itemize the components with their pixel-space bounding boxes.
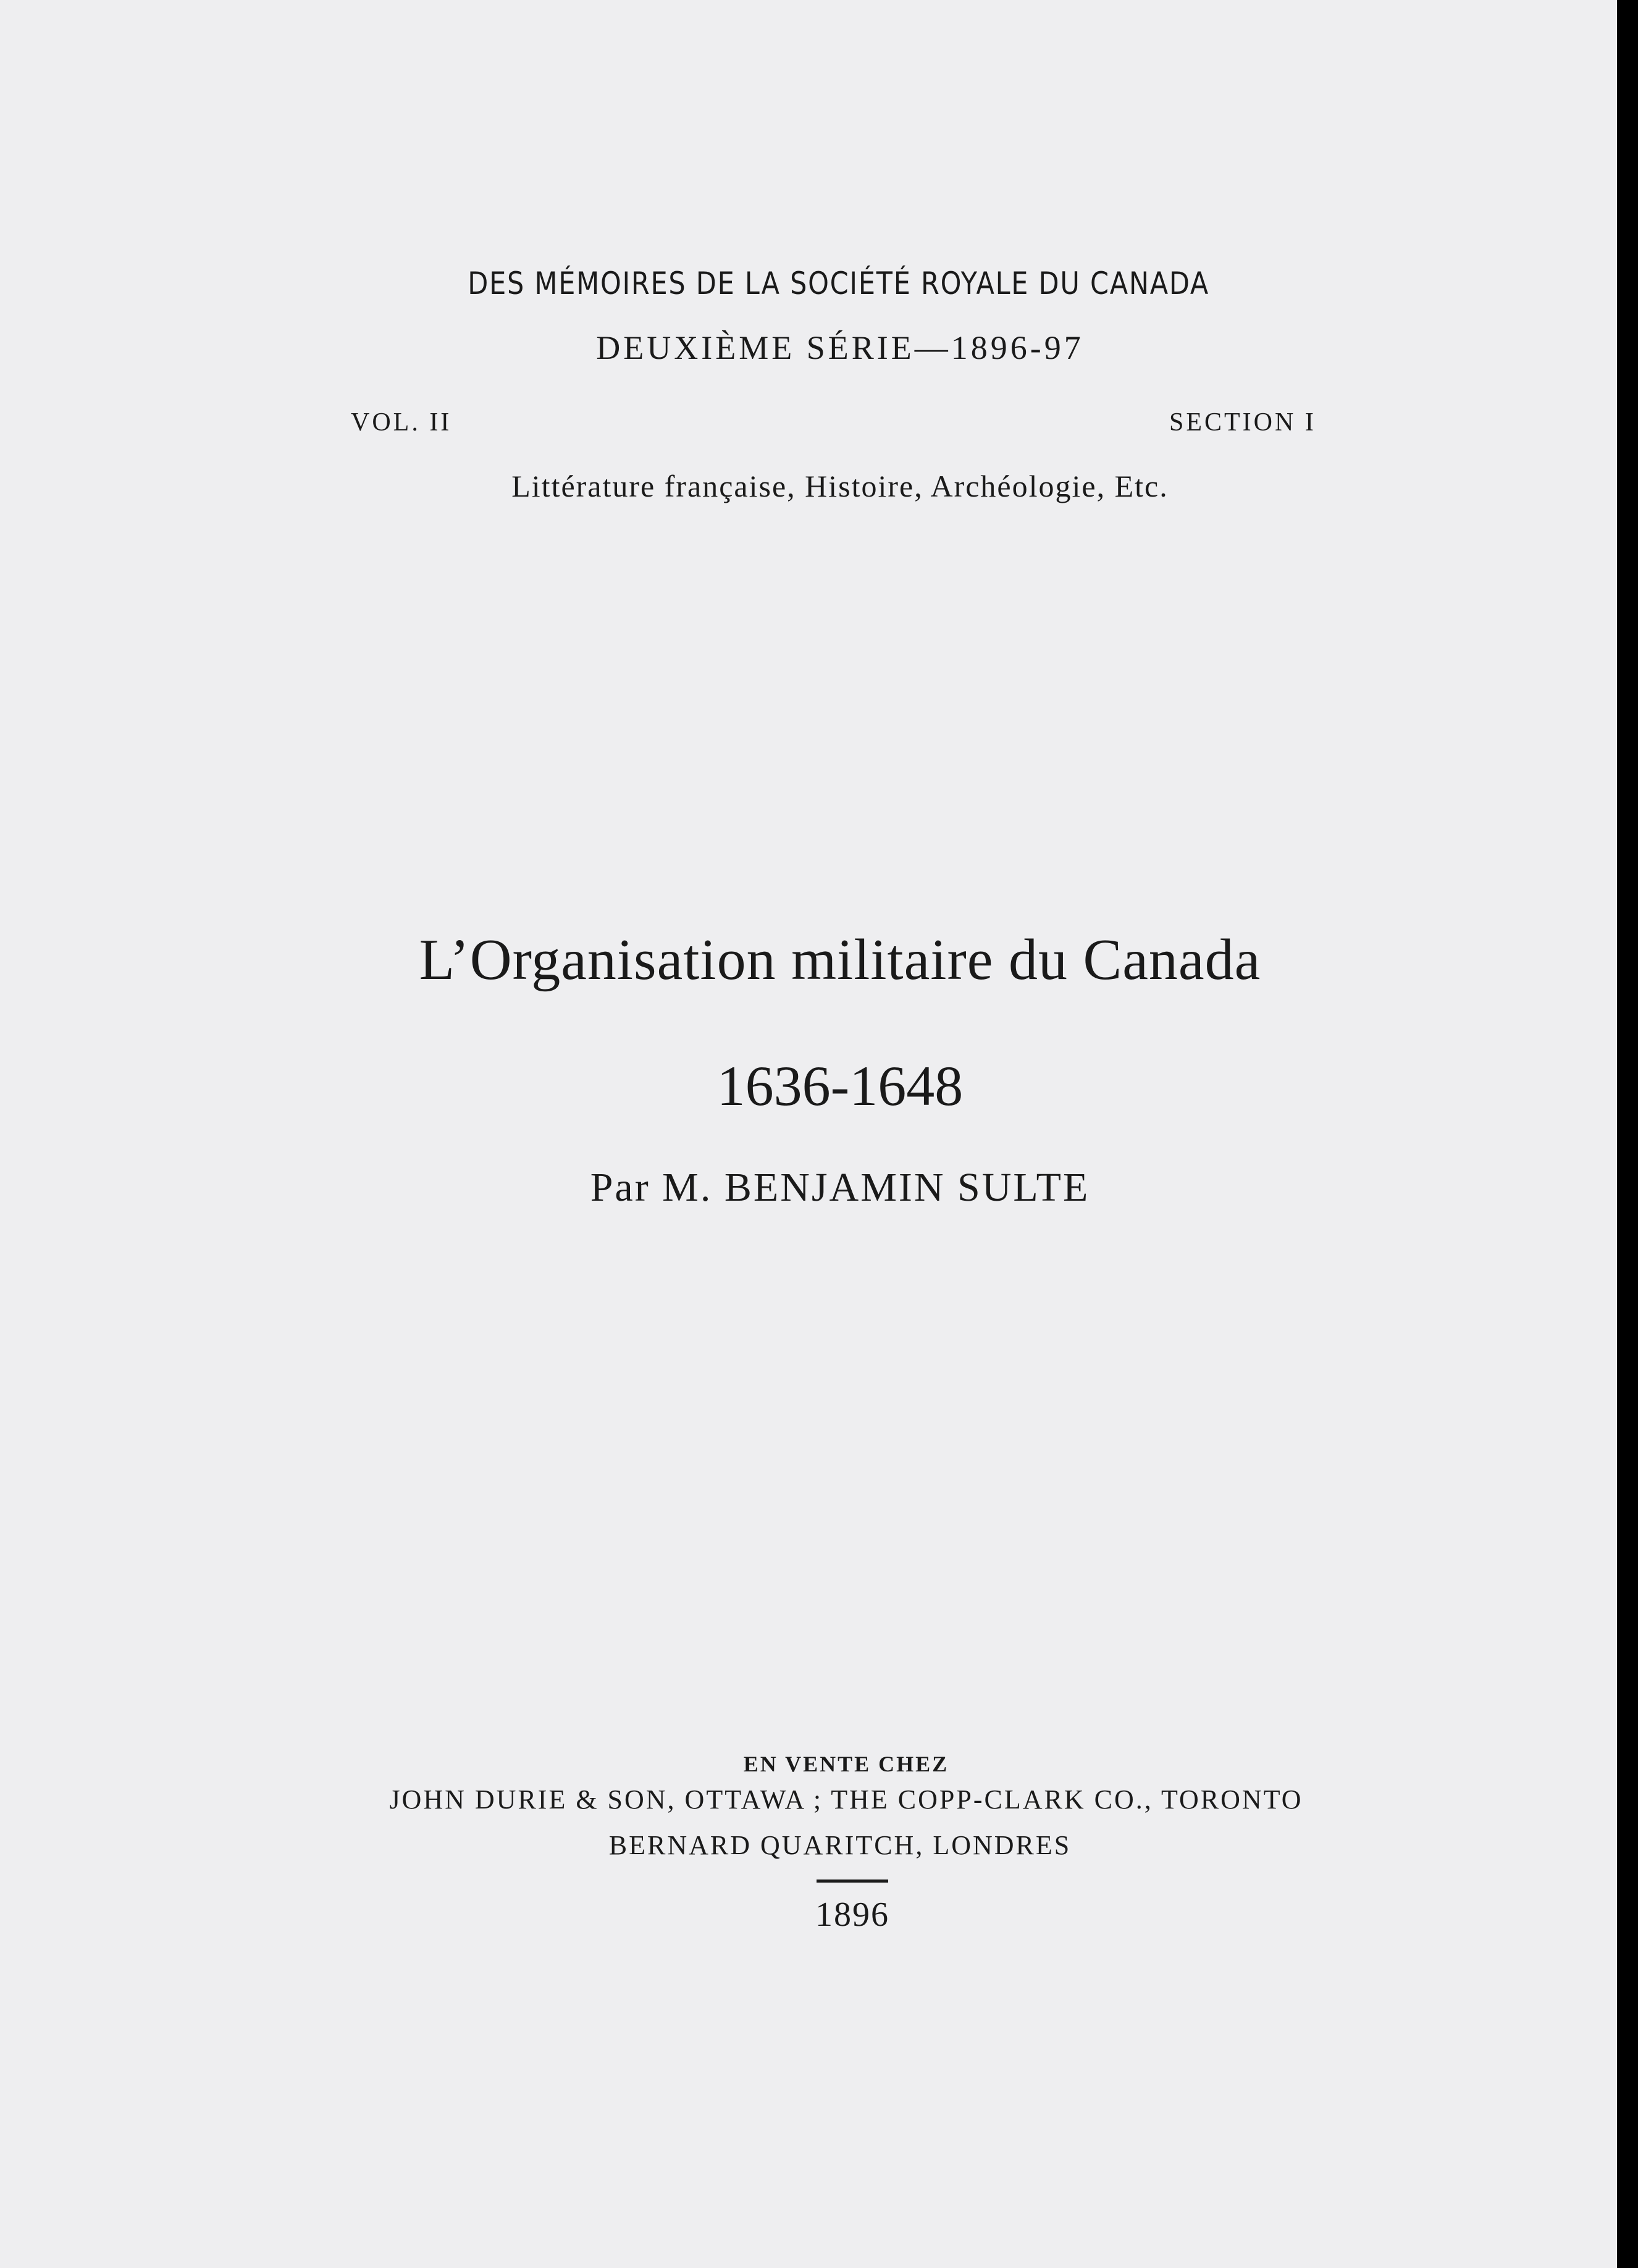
london-publisher: BERNARD QUARITCH, LONDRES: [608, 1830, 1072, 1860]
series-title: DES MÉMOIRES DE LA SOCIÉTÉ ROYALE DU CANADA: [468, 266, 1210, 301]
series-subtitle: DEUXIÈME SÉRIE—1896-97: [596, 329, 1084, 366]
author-line: Par M. BENJAMIN SULTE: [590, 1165, 1090, 1210]
divider-rule: [817, 1880, 888, 1883]
main-title: L’Organisation militaire du Canada: [419, 928, 1261, 992]
section-label: SECTION I: [1169, 408, 1316, 437]
subjects-line: Littérature française, Histoire, Archéologie, Etc.: [511, 469, 1169, 503]
sale-label: EN VENTE CHEZ: [743, 1752, 949, 1776]
volume-label: VOL. II: [351, 408, 452, 437]
publication-year: 1896: [815, 1896, 889, 1934]
date-range: 1636-1648: [716, 1054, 964, 1117]
publishers-line: JOHN DURIE & SON, OTTAWA ; THE COPP-CLARK CO., TORONTO: [389, 1784, 1303, 1815]
